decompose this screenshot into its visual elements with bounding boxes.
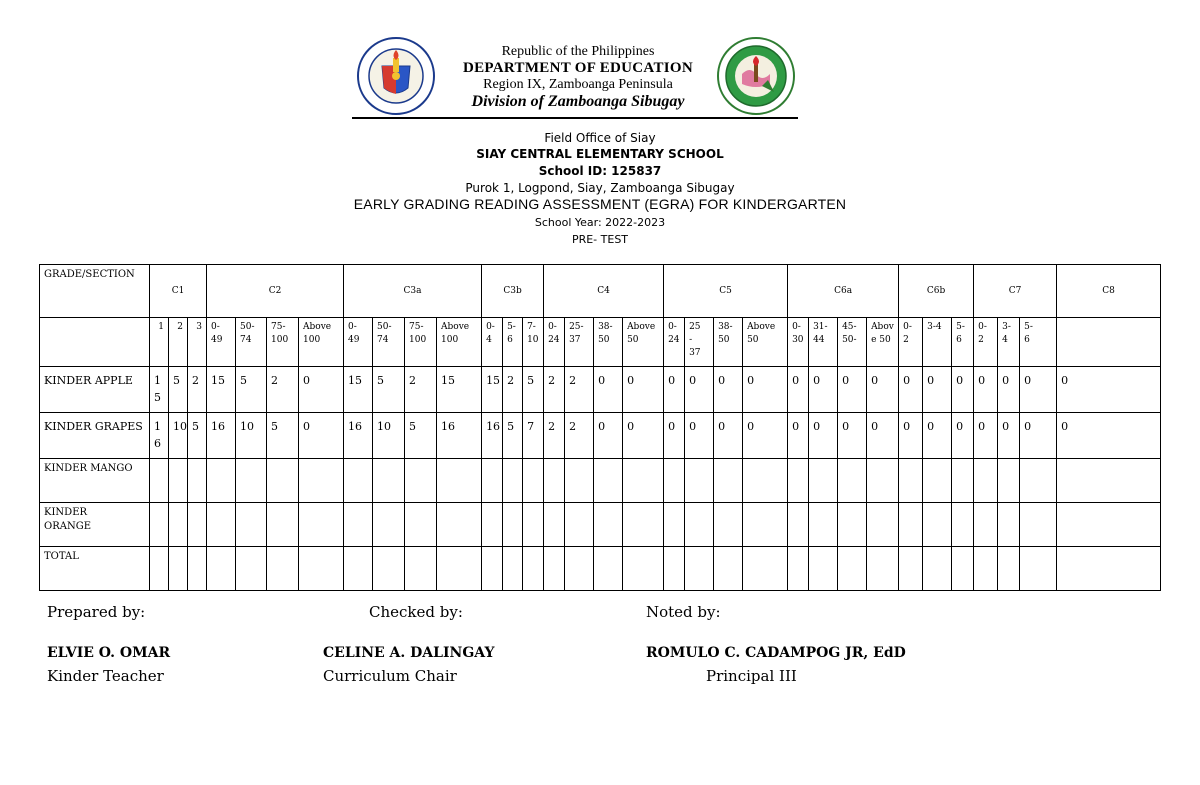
score-cell: 0 (594, 367, 623, 413)
score-cell (236, 459, 267, 503)
score-cell (523, 547, 544, 591)
section-name-cell: TOTAL (40, 547, 150, 591)
score-range-header: 45- 50- (838, 318, 867, 367)
score-cell: 0 (685, 413, 714, 459)
section-name-cell: KINDER MANGO (40, 459, 150, 503)
score-range-header: 3 (188, 318, 207, 367)
score-range-header: 50- 74 (373, 318, 405, 367)
score-cell (867, 547, 899, 591)
blank-header-cell (40, 318, 150, 367)
header-row-score-ranges (40, 318, 1161, 367)
score-cell: 0 (838, 367, 867, 413)
score-cell: 0 (685, 367, 714, 413)
cluster-header: C8 (1057, 265, 1161, 318)
field-office: Field Office of Siay (544, 131, 656, 145)
score-cell: 5 (405, 413, 437, 459)
score-cell (503, 547, 523, 591)
cluster-header: C6b (899, 265, 974, 318)
score-cell: 0 (867, 413, 899, 459)
score-cell (1057, 503, 1161, 547)
score-cell (482, 459, 503, 503)
score-cell (544, 459, 565, 503)
score-range-header: 5- 6 (503, 318, 523, 367)
score-cell (838, 459, 867, 503)
score-range-header: 3- 4 (998, 318, 1020, 367)
score-cell: 5 (373, 367, 405, 413)
score-cell: 0 (743, 413, 788, 459)
score-cell: 0 (1057, 413, 1161, 459)
score-cell (373, 503, 405, 547)
score-range-header: Above 100 (299, 318, 344, 367)
score-range-header: 75- 100 (405, 318, 437, 367)
score-cell: 2 (544, 413, 565, 459)
score-cell (899, 547, 923, 591)
score-cell: 0 (899, 367, 923, 413)
score-cell (169, 547, 188, 591)
cluster-header: C3b (482, 265, 544, 318)
score-cell: 2 (267, 367, 299, 413)
score-range-header: Abov e 50 (867, 318, 899, 367)
score-range-header: 1 (150, 318, 169, 367)
table-row (40, 547, 1161, 591)
school-address: Purok 1, Logpond, Siay, Zamboanga Sibugay (465, 181, 735, 195)
score-cell (974, 459, 998, 503)
score-cell (482, 547, 503, 591)
score-cell: 0 (809, 367, 838, 413)
score-cell (664, 503, 685, 547)
score-cell: 0 (952, 367, 974, 413)
score-range-header: 38- 50 (594, 318, 623, 367)
score-cell (405, 503, 437, 547)
table-row (40, 503, 1161, 547)
score-cell (899, 503, 923, 547)
score-cell (437, 503, 482, 547)
score-cell (207, 503, 236, 547)
score-cell (998, 547, 1020, 591)
score-cell: 0 (299, 413, 344, 459)
score-cell (188, 459, 207, 503)
score-cell: 16 (207, 413, 236, 459)
score-cell: 0 (664, 413, 685, 459)
score-cell (565, 459, 594, 503)
section-name-cell: KINDER ORANGE (40, 503, 150, 547)
score-cell: 1 6 (150, 413, 169, 459)
score-cell: 0 (809, 413, 838, 459)
score-cell (998, 459, 1020, 503)
score-cell (743, 459, 788, 503)
score-cell: 2 (503, 367, 523, 413)
score-cell (344, 459, 373, 503)
cluster-header: C1 (150, 265, 207, 318)
score-cell (685, 459, 714, 503)
score-range-header: 75- 100 (267, 318, 299, 367)
score-cell (594, 547, 623, 591)
score-range-header: 50- 74 (236, 318, 267, 367)
score-cell: 0 (788, 367, 809, 413)
cluster-header: C2 (207, 265, 344, 318)
score-cell: 0 (714, 367, 743, 413)
score-cell: 2 (405, 367, 437, 413)
score-cell (544, 503, 565, 547)
score-cell (623, 503, 664, 547)
cluster-header: C4 (544, 265, 664, 318)
score-cell (267, 547, 299, 591)
score-cell: 2 (544, 367, 565, 413)
score-cell: 0 (1057, 367, 1161, 413)
score-cell (523, 459, 544, 503)
score-range-header: 7- 10 (523, 318, 544, 367)
score-cell: 15 (482, 367, 503, 413)
cluster-header: C3a (344, 265, 482, 318)
score-cell: 0 (714, 413, 743, 459)
score-cell: 0 (594, 413, 623, 459)
school-year: School Year: 2022-2023 (534, 216, 666, 229)
score-cell (207, 459, 236, 503)
noted-by-label: Noted by: (646, 603, 721, 621)
score-cell (1020, 547, 1057, 591)
score-cell (923, 547, 952, 591)
score-cell (150, 547, 169, 591)
score-cell: 10 (373, 413, 405, 459)
score-cell (373, 547, 405, 591)
noted-by-title: Principal III (706, 667, 797, 685)
region-line: Region IX, Zamboanga Peninsula (483, 77, 673, 92)
score-range-header: 38- 50 (714, 318, 743, 367)
score-range-header: 0- 4 (482, 318, 503, 367)
department-line: DEPARTMENT OF EDUCATION (463, 60, 693, 76)
score-cell (664, 547, 685, 591)
prepared-by-label: Prepared by: (47, 603, 146, 621)
score-cell (344, 547, 373, 591)
score-range-header: Above 50 (743, 318, 788, 367)
score-range-header: 25- 37 (565, 318, 594, 367)
score-cell (867, 459, 899, 503)
noted-by-name: ROMULO C. CADAMPOG JR, EdD (646, 645, 906, 661)
division-seal-logo (716, 36, 796, 116)
section-name-cell: KINDER GRAPES (40, 413, 150, 459)
score-cell (623, 547, 664, 591)
score-cell: 0 (838, 413, 867, 459)
score-cell: 1 5 (150, 367, 169, 413)
checked-by-title: Curriculum Chair (323, 667, 457, 685)
score-cell (503, 503, 523, 547)
score-cell: 16 (482, 413, 503, 459)
score-range-header: 31- 44 (809, 318, 838, 367)
score-cell: 16 (437, 413, 482, 459)
score-cell (714, 459, 743, 503)
score-range-header (1057, 318, 1161, 367)
score-cell (437, 547, 482, 591)
score-cell (923, 503, 952, 547)
checked-by-name: CELINE A. DALINGAY (323, 645, 495, 661)
score-range-header: 0- 30 (788, 318, 809, 367)
score-range-header: 5- 6 (1020, 318, 1057, 367)
prepared-by-title: Kinder Teacher (47, 667, 164, 685)
header-row-clusters (40, 265, 1161, 318)
republic-line: Republic of the Philippines (501, 44, 655, 59)
score-cell: 7 (523, 413, 544, 459)
score-cell (664, 459, 685, 503)
score-cell (867, 503, 899, 547)
score-cell (923, 459, 952, 503)
score-cell: 5 (188, 413, 207, 459)
score-cell: 0 (899, 413, 923, 459)
score-cell (169, 459, 188, 503)
score-cell (188, 547, 207, 591)
score-cell (594, 459, 623, 503)
score-cell (788, 547, 809, 591)
score-cell (544, 547, 565, 591)
score-cell (838, 547, 867, 591)
score-cell: 0 (623, 367, 664, 413)
prepared-by-name: ELVIE O. OMAR (47, 645, 171, 661)
score-cell: 0 (998, 413, 1020, 459)
score-cell (1020, 459, 1057, 503)
score-cell: 15 (344, 367, 373, 413)
score-cell: 5 (523, 367, 544, 413)
score-cell (743, 547, 788, 591)
score-cell: 0 (623, 413, 664, 459)
score-cell: 16 (344, 413, 373, 459)
score-range-header: 0- 49 (344, 318, 373, 367)
score-cell (150, 503, 169, 547)
score-range-header: 0- 2 (974, 318, 998, 367)
score-cell (267, 459, 299, 503)
score-cell: 0 (743, 367, 788, 413)
score-cell: 5 (503, 413, 523, 459)
score-range-header: Above 100 (437, 318, 482, 367)
score-cell (685, 503, 714, 547)
score-cell: 15 (207, 367, 236, 413)
score-cell: 0 (952, 413, 974, 459)
score-cell (623, 459, 664, 503)
score-cell: 5 (169, 367, 188, 413)
score-cell (809, 547, 838, 591)
score-cell: 0 (1020, 367, 1057, 413)
score-cell (974, 503, 998, 547)
score-cell (523, 503, 544, 547)
score-cell (952, 547, 974, 591)
score-cell (565, 503, 594, 547)
table-row (40, 367, 1161, 413)
score-cell (236, 547, 267, 591)
score-cell (1057, 459, 1161, 503)
score-range-header: Above 50 (623, 318, 664, 367)
assessment-title: EARLY GRADING READING ASSESSMENT (EGRA) FOR KINDERGARTEN (353, 196, 847, 212)
score-cell: 10 (236, 413, 267, 459)
score-range-header: 0- 24 (664, 318, 685, 367)
score-range-header: 0- 2 (899, 318, 923, 367)
grade-section-header: GRADE/SECTION (40, 265, 150, 318)
score-cell: 0 (1020, 413, 1057, 459)
score-cell (998, 503, 1020, 547)
score-cell (788, 459, 809, 503)
score-cell: 10 (169, 413, 188, 459)
score-cell (373, 459, 405, 503)
score-cell (405, 459, 437, 503)
score-cell: 15 (437, 367, 482, 413)
score-cell: 5 (236, 367, 267, 413)
score-cell: 0 (998, 367, 1020, 413)
table-row (40, 413, 1161, 459)
division-line: Division of Zamboanga Sibugay (471, 93, 685, 110)
score-cell (344, 503, 373, 547)
score-cell (207, 547, 236, 591)
score-cell (788, 503, 809, 547)
cluster-header: C6a (788, 265, 899, 318)
score-cell (169, 503, 188, 547)
score-cell: 0 (867, 367, 899, 413)
score-range-header: 25 - 37 (685, 318, 714, 367)
letterhead-divider (352, 117, 798, 119)
score-cell (299, 459, 344, 503)
score-cell (236, 503, 267, 547)
test-type: PRE- TEST (571, 233, 629, 246)
table-row (40, 459, 1161, 503)
score-cell (299, 547, 344, 591)
score-cell: 0 (299, 367, 344, 413)
score-range-header: 2 (169, 318, 188, 367)
score-cell (685, 547, 714, 591)
egra-results-table (39, 264, 1161, 591)
score-cell (714, 547, 743, 591)
score-cell (714, 503, 743, 547)
score-cell (482, 503, 503, 547)
score-range-header: 3-4 (923, 318, 952, 367)
score-cell (899, 459, 923, 503)
school-id: School ID: 125837 (538, 164, 662, 178)
score-cell: 5 (267, 413, 299, 459)
score-cell (188, 503, 207, 547)
score-range-header: 0- 49 (207, 318, 236, 367)
school-name: SIAY CENTRAL ELEMENTARY SCHOOL (476, 147, 724, 161)
score-cell (594, 503, 623, 547)
score-cell (952, 459, 974, 503)
score-cell (405, 547, 437, 591)
score-cell (1020, 503, 1057, 547)
section-name-cell: KINDER APPLE (40, 367, 150, 413)
score-cell (974, 547, 998, 591)
cluster-header: C7 (974, 265, 1057, 318)
score-cell: 0 (974, 413, 998, 459)
score-cell (437, 459, 482, 503)
score-cell: 0 (974, 367, 998, 413)
score-range-header: 0- 24 (544, 318, 565, 367)
score-cell (150, 459, 169, 503)
score-cell (809, 459, 838, 503)
score-cell (503, 459, 523, 503)
score-cell: 2 (188, 367, 207, 413)
score-cell: 0 (923, 367, 952, 413)
score-cell (267, 503, 299, 547)
score-cell (952, 503, 974, 547)
score-cell: 0 (664, 367, 685, 413)
score-cell (299, 503, 344, 547)
deped-seal-logo (356, 36, 436, 116)
score-cell (809, 503, 838, 547)
score-cell: 2 (565, 413, 594, 459)
score-cell (743, 503, 788, 547)
score-range-header: 5- 6 (952, 318, 974, 367)
score-cell: 0 (923, 413, 952, 459)
letterhead-text (458, 44, 698, 111)
score-cell: 0 (788, 413, 809, 459)
cluster-header: C5 (664, 265, 788, 318)
score-cell (1057, 547, 1161, 591)
score-cell (565, 547, 594, 591)
score-cell: 2 (565, 367, 594, 413)
score-cell (838, 503, 867, 547)
checked-by-label: Checked by: (369, 603, 463, 621)
